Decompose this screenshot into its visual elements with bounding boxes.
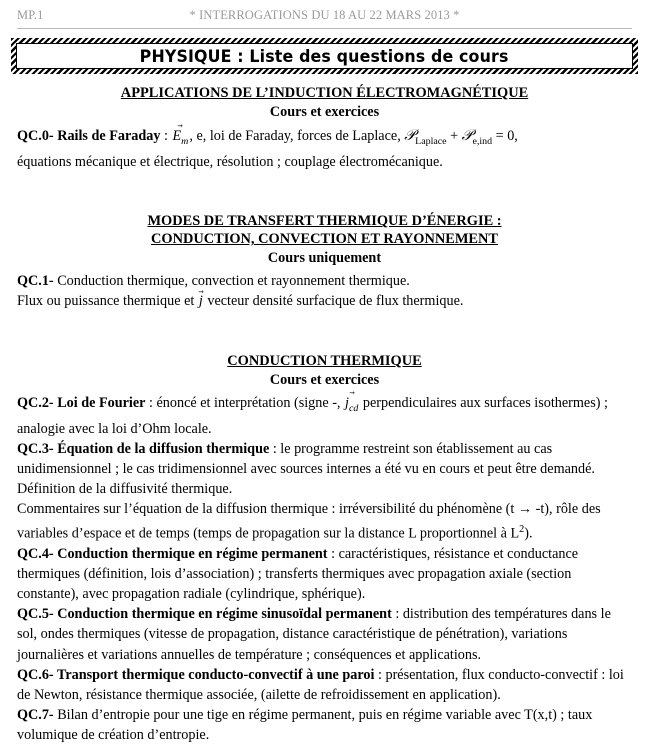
section-heading-conduction-text: CONDUCTION THERMIQUE [227,352,422,369]
item-qc3-text: : le programme restreint son établissement au cas unidimensionnel ; le cas tridimensionnel avec sources internes a été vu en cours et peut être demandé. Définition de la diffusivité thermique. [17,440,595,498]
vector-E-base: E [172,128,182,144]
item-qc2-label: QC.2- Loi de Fourier [17,394,146,411]
item-qc0 [17,125,632,152]
item-qc1-text: Conduction thermique, convection et rayonnement thermique. [53,273,410,290]
power-eind-subscript: e,ind [472,135,493,147]
script-p-icon: 𝒫 [404,126,416,144]
item-qc6-label: QC.6- Transport thermique conducto-convectif à une paroi [17,666,375,683]
item-qc4-text: : caractéristiques, résistance et conductance thermiques (définition, lois d’association) ; transferts thermiques avec propagation axiale (section constante), avec propagation radiale (cylindrique, sphérique). [17,545,579,603]
power-laplace-subscript: Laplace [415,135,447,147]
item-qc6 [17,665,632,705]
title-box [11,38,638,74]
item-qc2-text-a: : énoncé et interprétation (signe -, [145,394,345,411]
vector-j-cd-subscript: cd [348,402,359,414]
section-heading-induction [17,84,632,102]
item-qc5 [17,604,632,665]
header-exam-period: * INTERROGATIONS DU 18 AU 22 MARS 2013 * [189,8,460,22]
item-qc2-text-b: perpendiculaires aux surfaces isothermes) ; [359,394,608,411]
script-p-icon: 𝒫 [461,126,473,144]
vector-j-cd-base: j [345,394,349,411]
item-qc3-comment-b: ). [524,525,533,542]
item-qc1-line2 [17,291,632,311]
item-qc2-line2: analogie avec la loi d’Ohm locale. [17,420,212,437]
item-qc1-line2-a: Flux ou puissance thermique et [17,293,198,310]
item-qc5-label: QC.5- Conduction thermique en régime sinusoïdal permanent [17,606,392,623]
section-heading-modes-line2 [17,230,632,248]
vector-E-subscript: m [181,135,189,147]
section-subheading-modes: Cours uniquement [267,250,382,267]
exponent-two: 2 [519,523,525,535]
title-box-inner [16,43,633,69]
document-body [17,84,632,746]
power-laplace-term [404,126,447,147]
vector-E [172,126,190,152]
item-qc3-label: QC.3- Équation de la diffusion thermique [17,440,270,457]
item-qc0-label: QC.0- Rails de Faraday [17,128,161,144]
vector-j-base: j [198,293,203,310]
item-qc7 [17,705,632,745]
item-qc3 [17,439,632,500]
section-subheading-conduction: Cours et exercices [269,371,380,388]
item-qc3-comment-a: Commentaires sur l’équation de la diffusion thermique : irréversibilité du phénomène (t → -t), rôle des variables d’espace et de temps (temps de propagation sur la distance L proportionnel à L [17,501,601,542]
vector-j [198,291,204,311]
power-eind-term [461,126,493,147]
item-qc2 [17,393,632,419]
section-heading-modes-line2-text: CONDUCTION, CONVECTION ET RAYONNEMENT [150,231,499,248]
section-subheading-induction: Cours et exercices [269,104,380,120]
item-qc0-line2: équations mécanique et électrique, résolution ; couplage électromécanique. [17,154,443,171]
section-heading-induction-text: APPLICATIONS DE L’INDUCTION ÉLECTROMAGNÉTIQUE [120,85,529,101]
item-qc3-comment [17,499,632,543]
item-qc4-label: QC.4- Conduction thermique en régime permanent [17,545,328,562]
section-heading-modes-line1 [17,212,632,230]
page-title: PHYSIQUE : Liste des questions de cours [140,46,509,66]
item-qc0-text-b: , e, loi de Faraday, forces de Laplace, [189,128,405,144]
item-qc1-line2-b: vecteur densité surfacique de flux thermique. [203,293,464,310]
plus-operator: + [446,128,462,144]
header-page-code: MP.1 [17,8,44,22]
running-header [17,8,632,29]
section-heading-conduction [17,352,632,370]
item-qc1 [17,271,632,291]
item-qc0-text-c: = 0, [492,128,518,144]
item-qc1-label: QC.1- [17,273,54,290]
item-qc0-sep: : [160,128,172,144]
spacer [17,312,632,352]
item-qc7-text: Bilan d’entropie pour une tige en régime permanent, puis en régime variable avec T(x,t) ; taux volumique de création d’entropie. [17,707,593,744]
vector-j-cd [344,393,359,419]
spacer [17,172,632,212]
item-qc4 [17,544,632,605]
section-heading-modes-line1-text: MODES DE TRANSFERT THERMIQUE D’ÉNERGIE : [147,213,502,230]
item-qc5-text: : distribution des températures dans le sol, ondes thermiques (vitesse de propagation, distance caractéristique de pénétration), variations journalières et variations annuelles de température ; conséquences et applications. [17,606,611,663]
item-qc7-label: QC.7- [17,707,54,724]
item-qc6-text: : présentation, flux conducto-convectif : loi de Newton, résistance thermique associée, (ailette de refroidissement en application). [17,666,624,704]
